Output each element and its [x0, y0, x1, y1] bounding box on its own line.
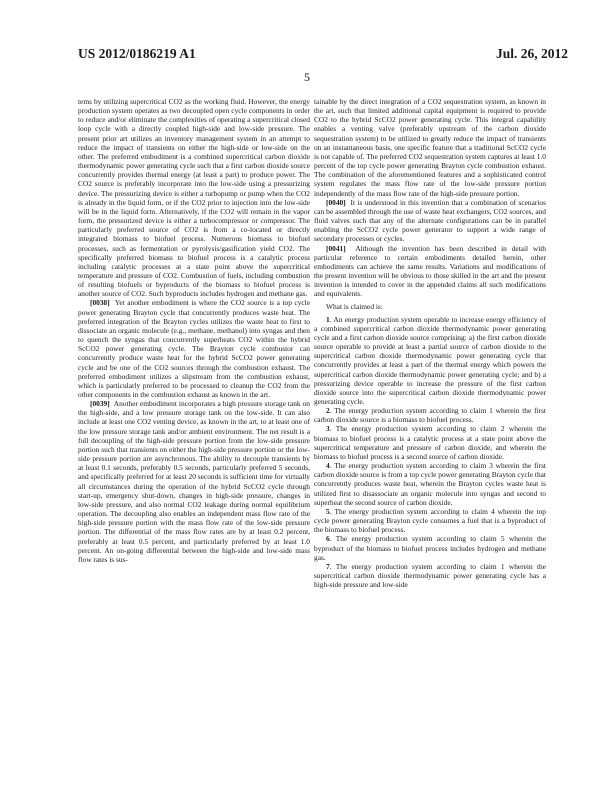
claim-text: . The energy production system according to claim 2 wherein the biomass to biofuel process is a catalytic process at a state point above the supercritical temperature and pressure of carbon dioxide, and wherein the biomass to biofuel process is a second source of carbon dioxide. [314, 424, 546, 461]
page-number: 5 [304, 70, 310, 84]
claim-6 [314, 534, 546, 561]
publication-date: Jul. 26, 2012 [495, 46, 568, 61]
paragraph-0041 [314, 244, 546, 299]
paragraph-text: Another embodiment incorporates a high pressure storage tank on the high-side, and a low pressure storage tank on the low-side. It can also include at least one CO2 venting device, as known in the art, to at least one of the low pressure storage tank and/or ambient environment. The net result is a full decoupling of the high-side pressure portion from the low-side pressure portion such that transients on either the high-side pressure portion or the low-side pressure portion are asynchronous. The ability to decouple transients by at least 0.1 seconds, preferably 0.5 seconds, particularly preferred 5 seconds, and specifically preferred for at least 20 seconds is sufficient time for virtually all circumstances during the operation of the hybrid ScCO2 cycle through start-up, emergency shut-down, changes in high-side pressure, changes in low-side pressure, and also normal CO2 leakage during normal equilibrium operation. The decoupling also enables an independent mass flow rate of the high-side pressure portion with the mass flow rate of the low-side pressure portion. The differential of the mass flow rates are by at least 0.2 percent, preferably at least 0.5 percent, and particularly preferred by at least 1.0 percent. An on-going differential between the high-side and low-side mass flow rates is sus- [78, 399, 310, 564]
claim-text: . The energy production system according to claim 4 wherein the top cycle power generating Brayton cycle consumes a fuel that is a byproduct of the biomass to biofuel process. [314, 506, 546, 535]
claim-number: 2 [326, 406, 330, 416]
claim-5 [314, 507, 546, 534]
claims-intro: What is claimed is: [326, 302, 383, 312]
claim-text: . The energy production system according to claim 3 wherein the first carbon dioxide source is from a top cycle power generating Brayton cycle that concurrently produces waste heat, wherein the Brayton cycles waste heat is utilized first to disassociate an organic molecule into syngas and second to superheat the second source of carbon dioxide. [314, 461, 546, 507]
continued-paragraph: tems by utilizing supercritical CO2 as the working fluid. However, the energy production system operates as two decoupled open cycle components in order to reduce and/or eliminate the complexities of operating a supercritical closed loop cycle with a directly coupled high-side and low-side pressure. The present prior art utilizes an inventory management system in an attempt to reduce the impact of transients on either the high-side or low-side on the other. The preferred embodiment is a combined supercritical carbon dioxide thermodynamic power generating cycle such that a first carbon dioxide source concurrently provides thermal energy (at least a part) to produce power. The CO2 source is preferably incorporate into the low-side using a pressurizing device. The pressurizing device is either a turbopump or pump when the CO2 is already in the liquid form, or if the CO2 prior to injection into the low-side will be in the liquid form. Alternatively, if the CO2 will remain in the vapor form, the pressurized device is either a turbocompressor or compressor. The particularly preferred source of CO2 is from a co-located or directly integrated biomass to biofuel process. Numerous biomass to biofuel processes, such as fermentation or pyrolysis/gasification yield CO2. The specifically preferred biomass to biofuel process is a catalytic process including catalytic processes at a state point above the supercritical temperature and pressure of CO2. Combustion of fuels, including combustion of resulting biofuels or byproducts of the biomass to biofuel process is another source of CO2. Such byproducts includes hydrogen and methane gas. [78, 97, 310, 299]
claim-7 [314, 562, 546, 589]
paragraph-0038 [78, 298, 310, 399]
paragraph-text: It is understood in this invention that a combination of scenarios can be assembled through the use of waste heat exchangers, CO2 sources, and fluid valves such that any of the alternate configurations can be in parallel enabling the ScCO2 cycle power generator to support a wide range of secondary processes or cycles. [314, 197, 546, 244]
claim-text: . An energy production system operable to increase energy efficiency of a combined supercritical carbon dioxide thermodynamic power generating cycle and a first carbon dioxide source comprising: a) the first carbon dioxide source operable to provide at least a partial source of carbon dioxide to the supercritical carbon dioxide thermodynamic power generating cycle that concurrently provides at least a part of the thermal energy which powers the supercritical carbon dioxide thermodynamic power generating cycle; and b) a pressurizing device operable to increase the pressure of the first carbon dioxide source into the supercritical carbon dioxide thermodynamic power generating cycle. [314, 314, 546, 406]
claim-number: 3 [326, 424, 330, 434]
claim-2 [314, 406, 546, 424]
claim-number: 7 [326, 561, 330, 571]
claim-1 [314, 315, 546, 407]
claim-4 [314, 461, 546, 507]
paragraph-number: [0040] [326, 197, 346, 207]
paragraph-0040 [314, 198, 546, 244]
claim-3 [314, 424, 546, 461]
claim-number: 1 [326, 314, 330, 324]
paragraph-number: [0039] [90, 399, 110, 409]
paragraph-text: Although the invention has been described in detail with particular reference to certain embodiments detailed herein, other embodiments can achieve the same results. Variations and modifications of the present invention will be obvious to those skilled in the art and the present invention is intended to cover in the appended claims all such modifications and equivalents. [314, 243, 547, 299]
claim-text: . The energy production system according to claim 5 wherein the byproduct of the biomass to biofuel process includes hydrogen and methane gas. [314, 534, 546, 562]
claim-number: 5 [326, 506, 330, 516]
continued-paragraph: tainable by the direct integration of a CO2 sequestration system, as known in the art, such that limited additional capital equipment is required to provide CO2 to the hybrid ScCO2 power generating cycle. This integral capability enables a venting valve (preferably upstream of the carbon dioxide sequestration system) to be utilized to greatly reduce the impact of transients on an instantaneous basis, one specific feature that a traditional ScCO2 cycle is not capable of. The preferred CO2 sequestration system captures at least 1.0 percent of the top cycle power generating Brayton cycle combustion exhaust. The combination of the aforementioned features and a sophisticated control system regulates the mass flow rate of the low-side pressure portion independently of the mass flow rate of the high-side pressure portion. [314, 97, 546, 198]
right-column [314, 97, 546, 589]
claim-number: 6 [326, 534, 330, 544]
claim-text: . The energy production system according to claim 1 wherein the supercritical carbon dioxide thermodynamic power generating cycle has a high-side pressure and low-side [314, 561, 546, 590]
page-header [78, 46, 568, 66]
paragraph-number: [0038] [90, 298, 110, 308]
paragraph-number: [0041] [326, 243, 346, 253]
claim-number: 4 [326, 461, 330, 471]
publication-number: US 2012/0186219 A1 [78, 46, 196, 61]
left-column [78, 97, 310, 564]
claim-text: . The energy production system according to claim 1 wherein the first carbon dioxide source is a biomass to biofuel process. [314, 406, 546, 425]
paragraph-0039 [78, 399, 310, 564]
paragraph-text: Yet another embodiment is where the CO2 source is a top cycle power generating Brayton cycle that concurrently produces waste heat. The preferred integration of the Brayton cycles utilizes the waste heat to first to dissociate an organic molecule (e.g., methane, methanol) into syngas and then to quench the syngas that concurrently superheats CO2 within the hybrid ScCO2 power generating cycle. The Brayton cycle combustor can concurrently produce waste heat for the hybrid ScCO2 power generating cycle and be one of the CO2 sources through the combustion exhaust. The preferred embodiment utilizes a slipstream from the combustion exhaust, which is particularly preferred to be processed to cleanup the CO2 from the other components in the combustion exhaust as known in the art. [78, 298, 310, 399]
